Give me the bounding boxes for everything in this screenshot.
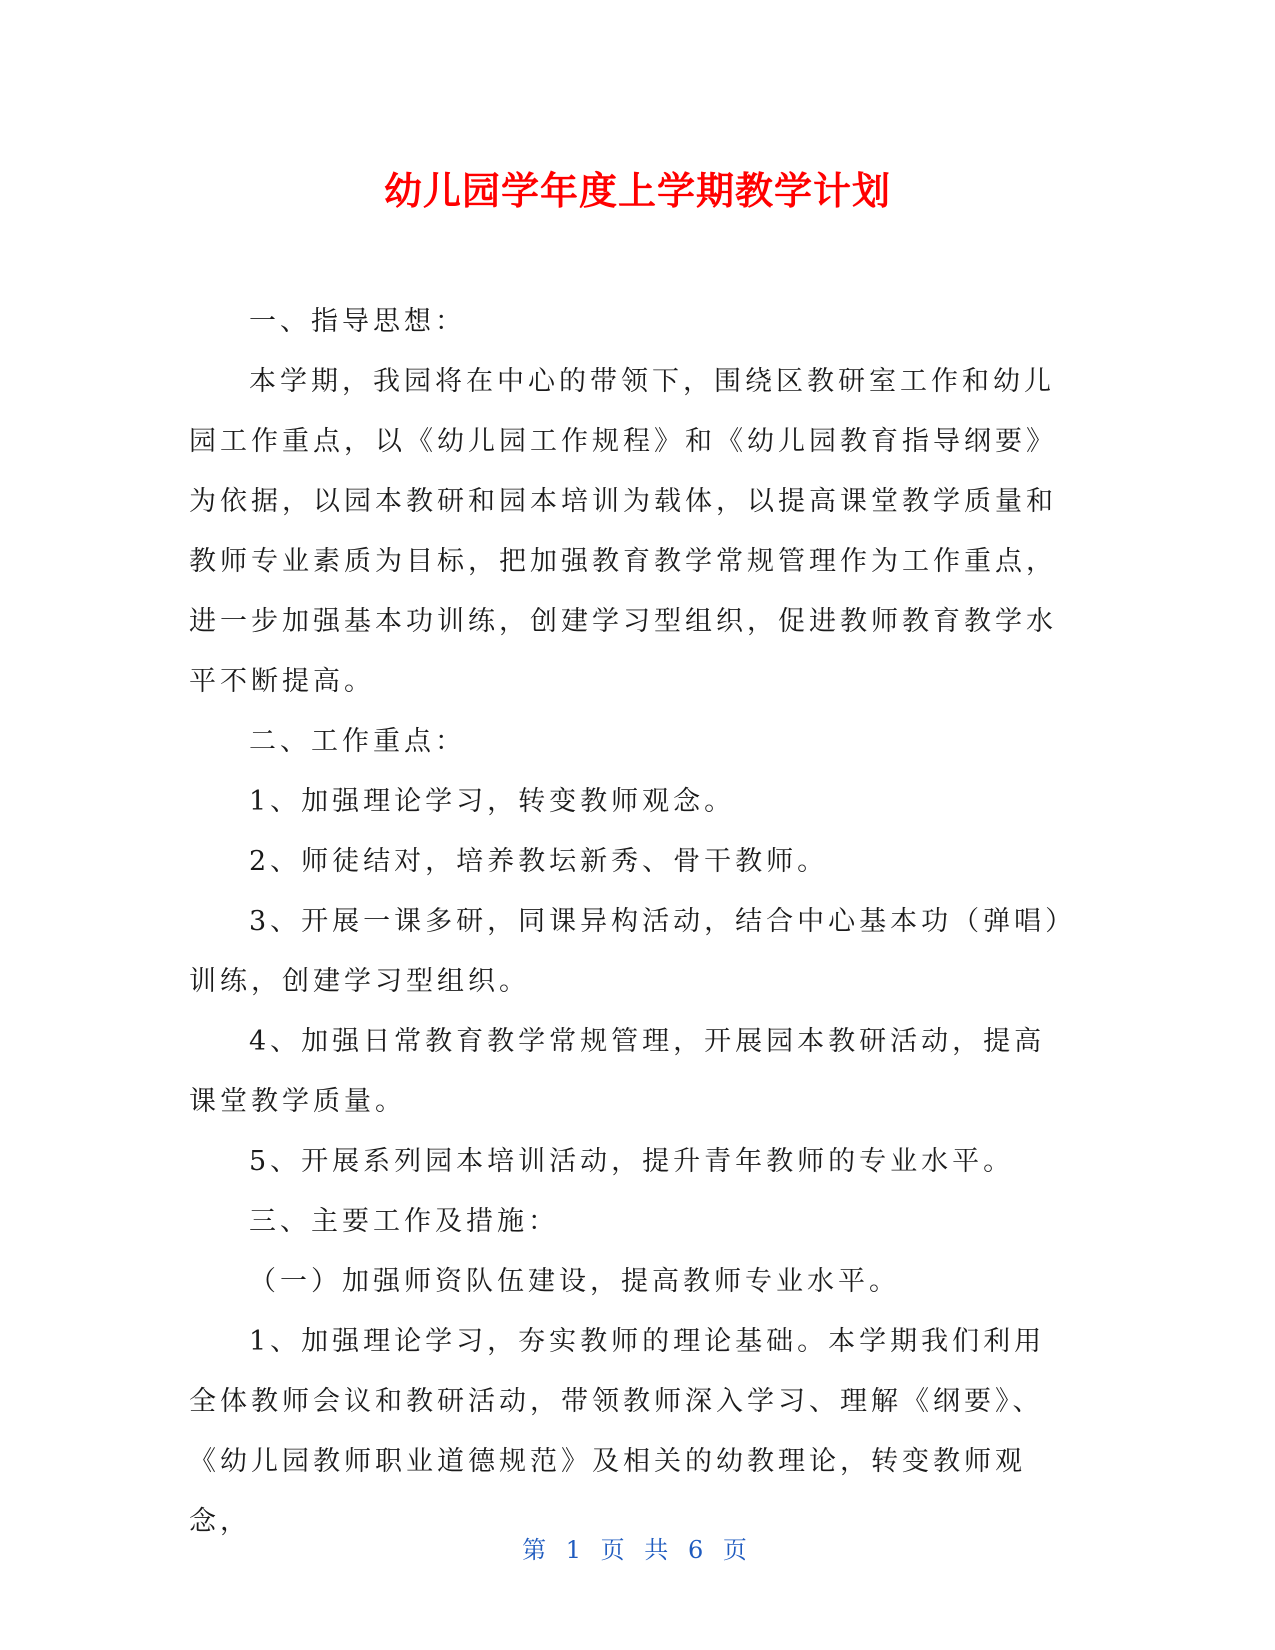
section-heading-work-focus: 二、工作重点： — [249, 726, 466, 757]
document-title: 幼儿园学年度上学期教学计划 — [383, 169, 891, 213]
paragraph-theory-study: 1、加强理论学习，夯实教师的理论基础。本学期我们利用全体教师会议和教研活动，带领教师深入学习、理解《纲要》、《幼儿园教师职业道德规范》及相关的幼教理论，转变教师观念， — [189, 1326, 1046, 1537]
section-heading-guiding-ideology: 一、指导思想： — [249, 306, 466, 337]
page-number-footer: 第 1 页 共 6 页 — [522, 1536, 753, 1564]
paragraph-guiding-ideology: 本学期，我园将在中心的带领下，围绕区教研室工作和幼儿园工作重点，以《幼儿园工作规程》和《幼儿园教育指导纲要》为依据，以园本教研和园本培训为载体，以提高课堂教学质量和教师专业素质为目标，把加强教育教学常规管理作为工作重点，进一步加强基本功训练，创建学习型组织，促进教师教育教学水平不断提高。 — [189, 366, 1057, 697]
list-item-focus-1: 1、加强理论学习，转变教师观念。 — [249, 786, 736, 817]
list-item-focus-4: 4、加强日常教育教学常规管理，开展园本教研活动，提高课堂教学质量。 — [189, 1026, 1046, 1117]
list-item-focus-2: 2、师徒结对，培养教坛新秀、骨干教师。 — [249, 846, 829, 877]
list-item-focus-3: 3、开展一课多研，同课异构活动，结合中心基本功（弹唱）训练，创建学习型组织。 — [189, 906, 1063, 997]
document-body — [189, 292, 1071, 1552]
section-heading-main-work: 三、主要工作及措施： — [249, 1206, 559, 1237]
subsection-heading-teacher-team: （一）加强师资队伍建设，提高教师专业水平。 — [249, 1266, 900, 1297]
list-item-focus-5: 5、开展系列园本培训活动，提升青年教师的专业水平。 — [249, 1146, 1015, 1177]
